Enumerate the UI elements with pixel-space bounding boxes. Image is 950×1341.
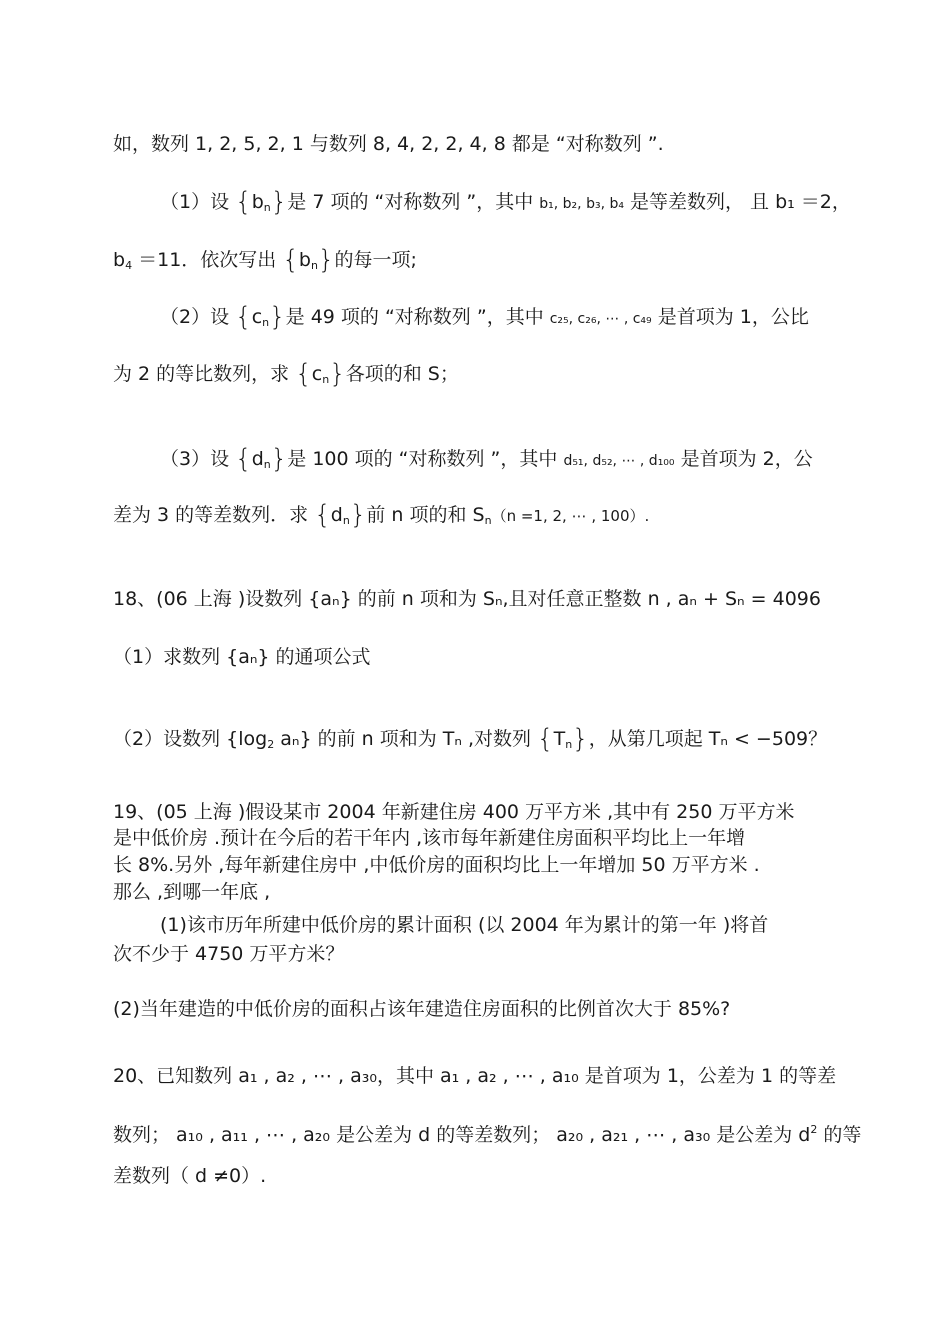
subscript: n [263, 201, 271, 214]
text: 为 2 的等比数列，求 [113, 363, 296, 385]
problem-17-part-1-line-1: （1）设 $\{b_n\}$是 7 项的 “对称数列 ”，其中 b₁, b₂, b₃, b₄ 是等差数列， 且 b₁ ＝2， [160, 187, 851, 217]
sequence-symbol: b [298, 249, 311, 271]
subscript: n [322, 373, 330, 386]
problem-19-part-1-line-2: 次不少于 4750 万平方米？ [113, 943, 345, 965]
text: 是首项为 2，公 [674, 448, 813, 470]
problem-20-line-2 [113, 1123, 861, 1147]
problem-19-line-2: 是中低价房 .预计在今后的若干年内 ,该市每年新建住房面积平均比上一年增 [113, 827, 746, 849]
text: 是 7 项的 “对称数列 ”，其中 [287, 191, 540, 213]
sequence-symbol: c [311, 363, 323, 385]
sequence-symbol: d [251, 448, 264, 470]
sequence-symbol: c [251, 306, 263, 328]
problem-19-line-4: 那么 ,到哪一年底 , [113, 881, 271, 903]
problem-20-line-3: 差数列（ d ≠0）. [113, 1165, 267, 1187]
subscript: 4 [125, 259, 133, 272]
subscript: n [262, 316, 270, 329]
text: ＝11．依次写出 [132, 249, 283, 271]
problem-18-part-1: （1）求数列 {aₙ} 的通项公式 [113, 646, 371, 668]
subscript: n [565, 738, 573, 751]
part-label: （2）设 [160, 306, 236, 328]
problem-20-line-1: 20、已知数列 a₁ , a₂ , ⋯ , a₃₀，其中 a₁ , a₂ , ⋯ , a₁₀ 是首项为 1，公差为 1 的等差 [113, 1065, 837, 1087]
sequence-symbol: T [553, 728, 566, 750]
part-label: （1）设 [160, 191, 236, 213]
exponent: 2 [810, 1123, 818, 1136]
sum-symbol: S [472, 504, 485, 526]
problem-17-part-3-line-2: 差为 3 的等差数列．求 $\{d_n\}$前 n 项的和 $S_n(n =1$, 2, ⋯ , 100）. [113, 500, 650, 530]
text: 的每一项; [334, 249, 417, 271]
text: 数列； a₁₀ , a₁₁ , ⋯ , a₂₀ 是公差为 d 的等差数列； a₂₀ , a₂₁ , ⋯ , a₃₀ 是公差为 d [113, 1124, 811, 1146]
subscript: n [263, 458, 271, 471]
range: （n =1, 2, ⋯ , 100）. [491, 507, 650, 525]
terms: d₅₁, d₅₂, ⋯ , d₁₀₀ [563, 453, 675, 469]
subscript: n [342, 514, 350, 527]
text: 是 49 项的 “对称数列 ”，其中 [285, 306, 550, 328]
terms: b₁, b₂, b₃, b₄ [539, 196, 624, 212]
text: 各项的和 S； [345, 363, 459, 385]
text: 是 100 项的 “对称数列 ”，其中 [287, 448, 564, 470]
subscript: n [484, 514, 492, 527]
problem-18-statement: 18、(06 上海 )设数列 {aₙ} 的前 n 项和为 Sₙ,且对任意正整数 n , aₙ + Sₙ = 4096 [113, 588, 821, 610]
text: ，从第几项起 Tₙ < −509？ [588, 728, 828, 750]
text: aₙ} 的前 n 项和为 Tₙ ,对数列 [274, 728, 538, 750]
text: 的等 [817, 1124, 862, 1146]
text: （2）设数列 {log [113, 728, 268, 750]
terms: c₂₅, c₂₆, ⋯ , c₄₉ [549, 311, 652, 327]
log-base: 2 [267, 738, 275, 751]
problem-17-part-2-line-2: 为 2 的等比数列，求 $\{c_n\}$各项的和 S； [113, 359, 459, 389]
part-label: （3）设 [160, 448, 236, 470]
problem-17-part-1-line-2: $b_4 =11$．依次写出 $\{b_n\}$的每一项; [113, 245, 417, 275]
problem-17-part-2-line-1: （2）设 $\{c_n\}$是 49 项的 “对称数列 ”，其中 c₂₅, c₂₆, ⋯ , c₄₉ 是首项为 1，公比 [160, 302, 809, 332]
problem-19-part-1-line-1: (1)该市历年所建中低价房的累计面积 (以 2004 年为累计的第一年 )将首 [160, 914, 769, 936]
subscript: n [310, 259, 318, 272]
text: 前 n 项的和 [366, 504, 473, 526]
problem-19-line-1: 19、(05 上海 )假设某市 2004 年新建住房 400 万平方米 ,其中有 250 万平方米 [113, 801, 795, 823]
text: 是首项为 1，公比 [651, 306, 809, 328]
term-symbol: b [113, 249, 126, 271]
problem-17-part-3-line-1: （3）设 $\{d_n\}$是 100 项的 “对称数列 ”，其中 d₅₁, d₅₂, ⋯ , d₁₀₀ 是首项为 2，公 [160, 444, 813, 474]
symmetric-sequence-definition: 如，数列 1, 2, 5, 2, 1 与数列 8, 4, 2, 2, 4, 8 都是 “对称数列 ”. [113, 133, 664, 155]
text: 是等差数列， 且 b₁ ＝2， [623, 191, 851, 213]
sequence-symbol: b [251, 191, 264, 213]
sequence-symbol: d [330, 504, 343, 526]
problem-18-part-2: （2）设数列 {$\log_2$ aₙ} 的前 n 项和为 Tₙ ,对数列 $\{T_n\}$，从第几项起 Tₙ < −509？ [113, 724, 828, 754]
problem-19-part-2: (2)当年建造的中低价房的面积占该年建造住房面积的比例首次大于 85%? [113, 998, 731, 1020]
text: 差为 3 的等差数列．求 [113, 504, 315, 526]
problem-19-line-3: 长 8%.另外 ,每年新建住房中 ,中低价房的面积均比上一年增加 50 万平方米 . [113, 854, 760, 876]
